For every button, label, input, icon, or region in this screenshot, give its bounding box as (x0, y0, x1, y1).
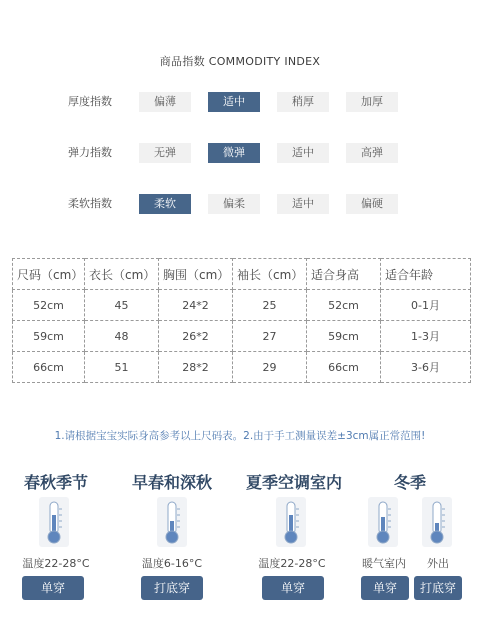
temperature-label: 温度22-28°C (258, 557, 326, 570)
index-option: 偏柔 (208, 194, 260, 214)
temperature-label: 外出 (427, 557, 449, 570)
elasticity-index-row (0, 143, 480, 163)
index-option-selected: 微弹 (208, 143, 260, 163)
index-option: 偏硬 (346, 194, 398, 214)
index-option: 适中 (277, 194, 329, 214)
table-cell: 52cm (307, 290, 381, 321)
table-cell: 59cm (13, 321, 85, 352)
season-title: 夏季空调室内 (245, 473, 342, 492)
table-cell: 26*2 (159, 321, 233, 352)
column-header: 胸围（cm） (159, 259, 233, 290)
table-cell: 45 (85, 290, 159, 321)
thermometer-icon (422, 497, 452, 547)
thermometer-icon (276, 497, 306, 547)
table-cell: 27 (233, 321, 307, 352)
table-cell: 1-3月 (381, 321, 471, 352)
table-row (13, 321, 471, 352)
table-cell: 28*2 (159, 352, 233, 383)
table-cell: 0-1月 (381, 290, 471, 321)
temperature-label: 暖气室内 (362, 557, 406, 570)
index-label: 厚度指数 (68, 95, 112, 108)
index-option: 高弹 (346, 143, 398, 163)
index-option-selected: 柔软 (139, 194, 191, 214)
table-header-row (13, 259, 471, 290)
season-title: 冬季 (393, 473, 426, 492)
temperature-label: 温度22-28°C (22, 557, 90, 570)
thickness-index-row (0, 92, 480, 112)
table-row (13, 290, 471, 321)
table-row (13, 352, 471, 383)
wear-single-button[interactable]: 单穿 (262, 576, 324, 600)
thermometer-icon (157, 497, 187, 547)
softness-index-row (0, 194, 480, 214)
table-cell: 66cm (13, 352, 85, 383)
table-cell: 52cm (13, 290, 85, 321)
table-cell: 3-6月 (381, 352, 471, 383)
wear-base-layer-button[interactable]: 打底穿 (141, 576, 203, 600)
index-option: 适中 (277, 143, 329, 163)
index-option: 加厚 (346, 92, 398, 112)
column-header: 袖长（cm） (233, 259, 307, 290)
column-header: 适合身高 (307, 259, 381, 290)
column-header: 尺码（cm） (13, 259, 85, 290)
index-label: 柔软指数 (68, 197, 112, 210)
commodity-index-title: 商品指数 COMMODITY INDEX (159, 55, 321, 68)
wear-single-button[interactable]: 单穿 (22, 576, 84, 600)
thermometer-icon (368, 497, 398, 547)
column-header: 衣长（cm） (85, 259, 159, 290)
table-cell: 25 (233, 290, 307, 321)
index-label: 弹力指数 (68, 146, 112, 159)
table-cell: 66cm (307, 352, 381, 383)
index-option: 无弹 (139, 143, 191, 163)
season-title: 春秋季节 (23, 473, 88, 492)
season-title: 早春和深秋 (131, 473, 212, 492)
size-note: 1.请根据宝宝实际身高参考以上尺码表。2.由于手工测量误差±3cm属正常范围! (54, 430, 426, 442)
index-option: 偏薄 (139, 92, 191, 112)
index-option: 稍厚 (277, 92, 329, 112)
table-cell: 59cm (307, 321, 381, 352)
size-table (12, 258, 471, 383)
column-header: 适合年龄 (381, 259, 471, 290)
table-cell: 24*2 (159, 290, 233, 321)
wear-base-layer-button[interactable]: 打底穿 (414, 576, 462, 600)
wear-single-button[interactable]: 单穿 (361, 576, 409, 600)
table-cell: 29 (233, 352, 307, 383)
temperature-label: 温度6-16°C (141, 557, 203, 570)
table-cell: 51 (85, 352, 159, 383)
table-cell: 48 (85, 321, 159, 352)
thermometer-icon (39, 497, 69, 547)
index-option-selected: 适中 (208, 92, 260, 112)
